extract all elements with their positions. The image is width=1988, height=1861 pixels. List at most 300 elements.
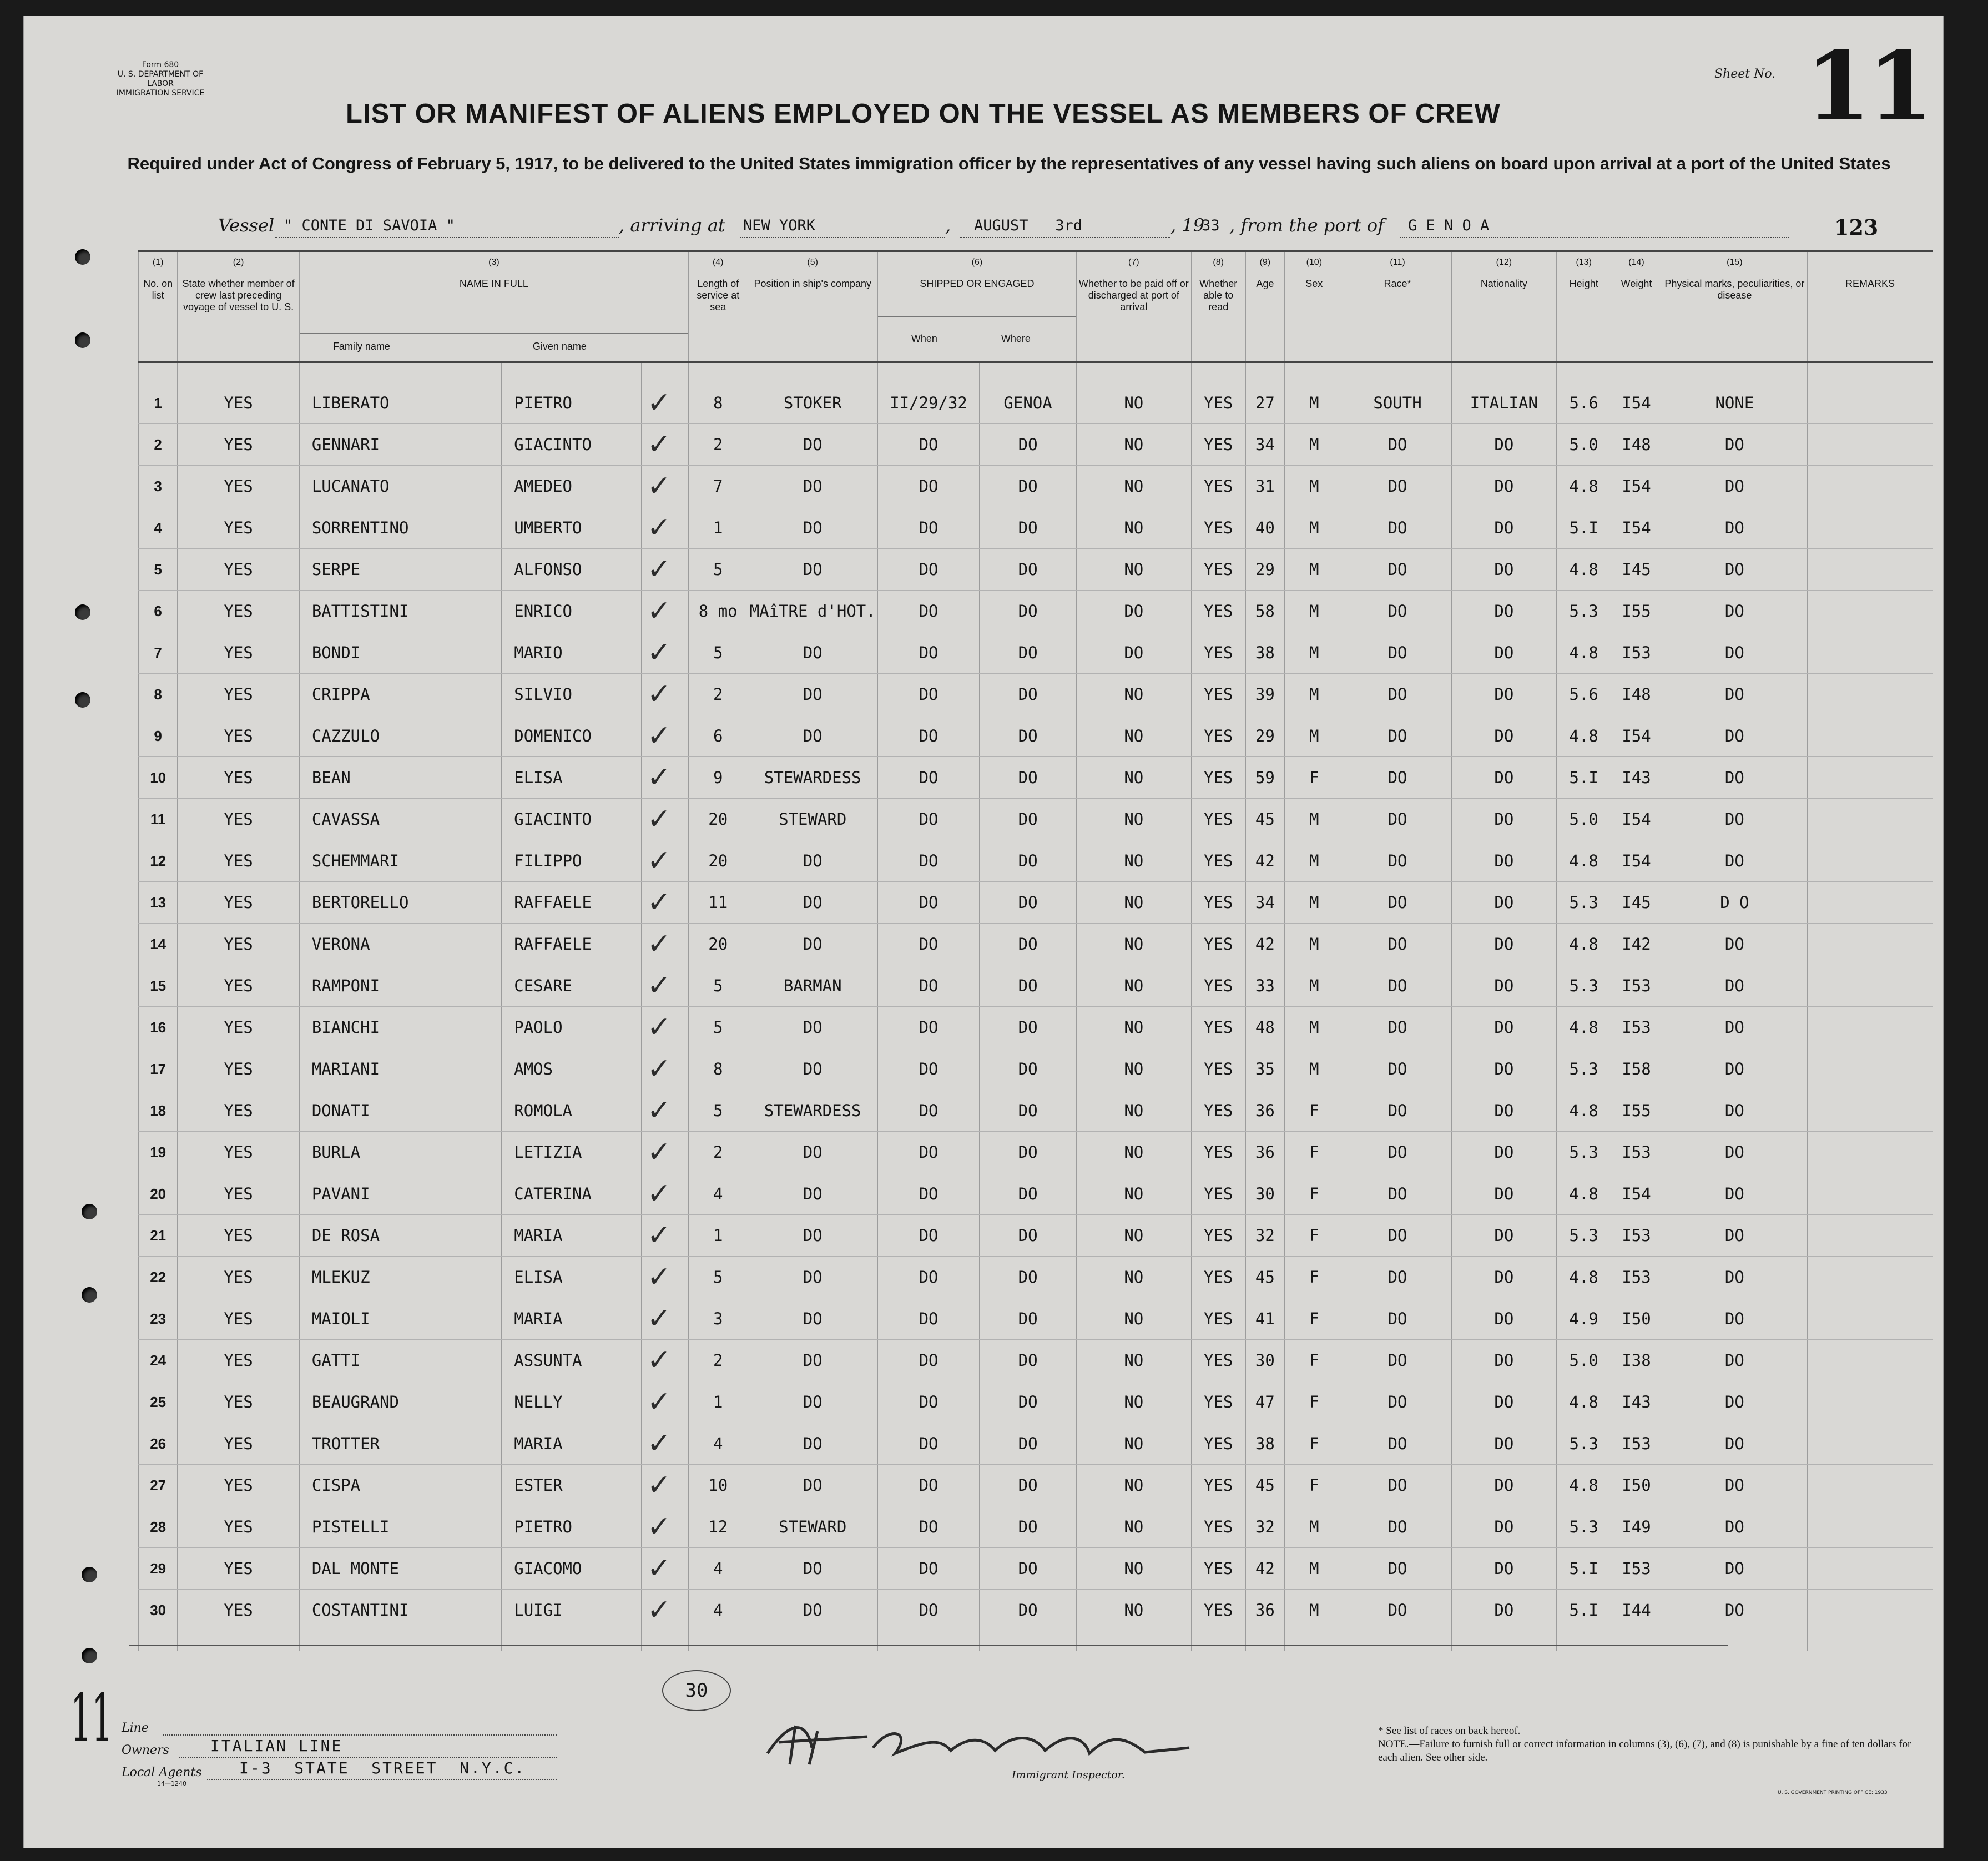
service-length: 8 [688,382,748,424]
row-number: 20 [139,1173,178,1215]
physical-marks: DO [1662,591,1807,632]
shipped-where: DO [980,424,1077,466]
table-row [139,1506,1933,1548]
family-name: BIANCHI [299,1007,501,1048]
sex: F [1285,1090,1344,1132]
table-row [139,1298,1933,1340]
check-mark: ✓ [641,715,688,757]
age: 31 [1245,466,1284,507]
physical-marks: DO [1662,1132,1807,1173]
paid-off: NO [1076,507,1191,549]
physical-marks: DO [1662,1465,1807,1506]
sex: F [1285,1381,1344,1423]
family-name: SERPE [299,549,501,591]
race: DO [1344,1465,1451,1506]
sex: F [1285,1465,1344,1506]
height: 4.8 [1557,549,1611,591]
able-to-read: YES [1191,1132,1245,1173]
arrival-port: NEW YORK [743,217,816,234]
family-name: COSTANTINI [299,1590,501,1631]
family-name: SCHEMMARI [299,840,501,882]
position: DO [748,1257,877,1298]
family-name: DAL MONTE [299,1548,501,1590]
col-header-weight: (14) Weight [1611,251,1662,362]
paid-off: NO [1076,924,1191,965]
able-to-read: YES [1191,1007,1245,1048]
height: 5.6 [1557,674,1611,715]
remarks [1807,757,1933,799]
shipped-when: DO [877,1007,979,1048]
service-length: 1 [688,507,748,549]
form-number [105,60,216,98]
shipped-where: DO [980,1090,1077,1132]
age: 30 [1245,1173,1284,1215]
binder-hole [75,604,90,620]
previous-voyage: YES [178,507,300,549]
remarks [1807,632,1933,674]
paid-off: NO [1076,424,1191,466]
check-mark: ✓ [641,1215,688,1257]
weight: I50 [1611,1465,1662,1506]
remarks [1807,1423,1933,1465]
shipped-when: DO [877,1298,979,1340]
weight: I54 [1611,507,1662,549]
check-mark: ✓ [641,549,688,591]
form-code: 14—1240 [157,1780,186,1787]
physical-marks: DO [1662,924,1807,965]
able-to-read: YES [1191,1506,1245,1548]
sex: F [1285,1257,1344,1298]
paid-off: NO [1076,1257,1191,1298]
check-mark: ✓ [641,632,688,674]
physical-marks: DO [1662,1215,1807,1257]
check-mark: ✓ [641,1257,688,1298]
check-mark: ✓ [641,1298,688,1340]
row-number: 15 [139,965,178,1007]
shipped-where: DO [980,1548,1077,1590]
position: STEWARDESS [748,1090,877,1132]
check-mark: ✓ [641,1173,688,1215]
previous-voyage: YES [178,674,300,715]
row-number: 22 [139,1257,178,1298]
service-length: 4 [688,1590,748,1631]
weight: I53 [1611,1548,1662,1590]
comma: , [945,215,951,236]
table-row [139,1423,1933,1465]
nationality: DO [1451,424,1557,466]
age: 38 [1245,1423,1284,1465]
paid-off: NO [1076,382,1191,424]
when-subheader: When [911,333,937,344]
age: 36 [1245,1090,1284,1132]
table-row [139,840,1933,882]
position: DO [748,674,877,715]
previous-voyage: YES [178,1173,300,1215]
table-row [139,799,1933,840]
family-name: PISTELLI [299,1506,501,1548]
paid-off: NO [1076,799,1191,840]
binder-hole [75,692,90,708]
weight: I54 [1611,382,1662,424]
row-number: 21 [139,1215,178,1257]
remarks [1807,382,1933,424]
position: STEWARD [748,799,877,840]
table-row [139,1090,1933,1132]
paid-off: NO [1076,840,1191,882]
given-name: UMBERTO [502,507,641,549]
age: 41 [1245,1298,1284,1340]
family-name: BURLA [299,1132,501,1173]
position: DO [748,1298,877,1340]
remarks [1807,1465,1933,1506]
physical-marks: DO [1662,1340,1807,1381]
sex: M [1285,799,1344,840]
given-name: RAFFAELE [502,882,641,924]
row-number: 26 [139,1423,178,1465]
check-mark: ✓ [641,1590,688,1631]
physical-marks: DO [1662,1423,1807,1465]
nationality: DO [1451,1007,1557,1048]
col-header-physical-marks: (15) Physical marks, peculiarities, or disease [1662,251,1807,362]
given-name: NELLY [502,1381,641,1423]
nationality: DO [1451,1590,1557,1631]
age: 36 [1245,1132,1284,1173]
previous-voyage: YES [178,1132,300,1173]
table-row [139,674,1933,715]
race: DO [1344,674,1451,715]
able-to-read: YES [1191,1465,1245,1506]
check-mark: ✓ [641,1132,688,1173]
family-name: DE ROSA [299,1215,501,1257]
paid-off: NO [1076,1465,1191,1506]
remarks [1807,1215,1933,1257]
previous-voyage: YES [178,1381,300,1423]
height: 4.8 [1557,1465,1611,1506]
physical-marks: DO [1662,1506,1807,1548]
weight: I54 [1611,840,1662,882]
paid-off: NO [1076,1090,1191,1132]
nationality: DO [1451,1340,1557,1381]
col-header-position: (5) Position in ship's company [748,251,877,362]
age: 32 [1245,1215,1284,1257]
age: 59 [1245,757,1284,799]
table-row [139,1173,1933,1215]
age: 45 [1245,1465,1284,1506]
sex: M [1285,591,1344,632]
paid-off: NO [1076,549,1191,591]
row-number: 7 [139,632,178,674]
remarks [1807,1048,1933,1090]
able-to-read: YES [1191,549,1245,591]
document-subtitle: Required under Act of Congress of February 5, 1917, to be delivered to the United States immigration officer by the representatives of any vessel having such aliens on board upon arrival at a port of the United States [127,154,1891,173]
weight: I55 [1611,591,1662,632]
position: MAîTRE d'HOT. [748,591,877,632]
family-name: LUCANATO [299,466,501,507]
given-name: AMOS [502,1048,641,1090]
shipped-when: DO [877,1465,979,1506]
able-to-read: YES [1191,965,1245,1007]
row-number: 2 [139,424,178,466]
table-row [139,1590,1933,1631]
remarks [1807,1590,1933,1631]
height: 5.0 [1557,424,1611,466]
table-row [139,924,1933,965]
check-mark: ✓ [641,1340,688,1381]
check-mark: ✓ [641,965,688,1007]
height: 5.0 [1557,799,1611,840]
remarks [1807,1007,1933,1048]
service-length: 20 [688,799,748,840]
previous-voyage: YES [178,1423,300,1465]
age: 32 [1245,1506,1284,1548]
paid-off: NO [1076,1381,1191,1423]
check-mark: ✓ [641,507,688,549]
age: 48 [1245,1007,1284,1048]
shipped-when: DO [877,507,979,549]
weight: I48 [1611,424,1662,466]
race: DO [1344,882,1451,924]
remarks [1807,882,1933,924]
row-number: 6 [139,591,178,632]
agents-label: Local Agents [122,1766,202,1779]
able-to-read: YES [1191,715,1245,757]
shipped-where: DO [980,840,1077,882]
shipped-where: DO [980,1048,1077,1090]
given-name: LETIZIA [502,1132,641,1173]
able-to-read: YES [1191,924,1245,965]
able-to-read: YES [1191,1340,1245,1381]
col-header-nationality: (12) Nationality [1451,251,1557,362]
previous-voyage: YES [178,965,300,1007]
service-length: 5 [688,632,748,674]
row-number: 11 [139,799,178,840]
able-to-read: YES [1191,1590,1245,1631]
department-line: U. S. DEPARTMENT OF LABOR [117,70,204,88]
weight: I43 [1611,1381,1662,1423]
position: DO [748,1173,877,1215]
row-number: 17 [139,1048,178,1090]
shipped-where: DO [980,466,1077,507]
position: DO [748,1590,877,1631]
position: DO [748,1381,877,1423]
nationality: DO [1451,1465,1557,1506]
table-row [139,382,1933,424]
vessel-name: " CONTE DI SAVOIA " [284,217,455,234]
year-prefix: , 19 [1170,215,1205,236]
physical-marks: DO [1662,715,1807,757]
nationality: DO [1451,799,1557,840]
position: DO [748,632,877,674]
col-header-name: (3) NAME IN FULL Family name Given name [299,251,688,362]
age: 42 [1245,1548,1284,1590]
family-name: PAVANI [299,1173,501,1215]
shipped-when: DO [877,1090,979,1132]
weight: I48 [1611,674,1662,715]
nationality: DO [1451,1257,1557,1298]
given-name: PIETRO [502,382,641,424]
sex: M [1285,882,1344,924]
position: DO [748,1423,877,1465]
age: 45 [1245,1257,1284,1298]
weight: I54 [1611,715,1662,757]
physical-marks: DO [1662,1381,1807,1423]
paid-off: NO [1076,1215,1191,1257]
race: DO [1344,1506,1451,1548]
row-number: 14 [139,924,178,965]
sex: F [1285,1215,1344,1257]
given-name: ROMOLA [502,1090,641,1132]
physical-marks: DO [1662,1548,1807,1590]
shipped-where: DO [980,1298,1077,1340]
paid-off: NO [1076,1298,1191,1340]
position: DO [748,507,877,549]
sex: M [1285,1048,1344,1090]
position: STEWARD [748,1506,877,1548]
sex: M [1285,632,1344,674]
family-name: GENNARI [299,424,501,466]
service-length: 5 [688,1090,748,1132]
position: DO [748,466,877,507]
shipped-when: DO [877,466,979,507]
shipped-when: DO [877,591,979,632]
shipped-where: DO [980,507,1077,549]
position: DO [748,1340,877,1381]
service-length: 5 [688,965,748,1007]
nationality: DO [1451,1173,1557,1215]
crew-table [138,250,1933,1651]
check-mark: ✓ [641,1423,688,1465]
able-to-read: YES [1191,632,1245,674]
service-length: 2 [688,1340,748,1381]
family-name: CISPA [299,1465,501,1506]
position: DO [748,1465,877,1506]
row-number: 13 [139,882,178,924]
row-number: 23 [139,1298,178,1340]
nationality: DO [1451,1506,1557,1548]
shipped-where: DO [980,1590,1077,1631]
height: 4.8 [1557,715,1611,757]
shipped-when: DO [877,1173,979,1215]
col-header-service-length: (4) Length of service at sea [688,251,748,362]
shipped-when: DO [877,715,979,757]
shipped-when: II/29/32 [877,382,979,424]
table-row [139,715,1933,757]
column-header-row [139,251,1933,362]
family-name: TROTTER [299,1423,501,1465]
previous-voyage: YES [178,1257,300,1298]
remarks [1807,507,1933,549]
previous-voyage: YES [178,1548,300,1590]
col-header-race: (11) Race* [1344,251,1451,362]
row-number: 12 [139,840,178,882]
arrival-date: AUGUST 3rd [974,217,1083,234]
sex: M [1285,924,1344,965]
service-length: 6 [688,715,748,757]
position: DO [748,1007,877,1048]
weight: I53 [1611,965,1662,1007]
height: 5.I [1557,507,1611,549]
service-length: 11 [688,882,748,924]
race: DO [1344,507,1451,549]
table-row [139,1340,1933,1381]
arrival-year: 33 [1202,217,1220,234]
race: DO [1344,799,1451,840]
age: 30 [1245,1340,1284,1381]
race: DO [1344,1215,1451,1257]
check-mark: ✓ [641,1381,688,1423]
previous-voyage: YES [178,549,300,591]
previous-voyage: YES [178,757,300,799]
physical-marks: DO [1662,1048,1807,1090]
physical-marks: DO [1662,840,1807,882]
given-name: ASSUNTA [502,1340,641,1381]
given-name: AMEDEO [502,466,641,507]
previous-voyage: YES [178,424,300,466]
family-name: RAMPONI [299,965,501,1007]
shipped-where: GENOA [980,382,1077,424]
physical-marks: DO [1662,507,1807,549]
physical-marks: DO [1662,1090,1807,1132]
nationality: DO [1451,1423,1557,1465]
row-number: 18 [139,1090,178,1132]
paid-off: NO [1076,674,1191,715]
races-note: * See list of races on back hereof. [1378,1725,1521,1737]
weight: I49 [1611,1506,1662,1548]
sex: M [1285,466,1344,507]
nationality: DO [1451,507,1557,549]
shipped-when: DO [877,1590,979,1631]
paid-off: NO [1076,1132,1191,1173]
service-length: 7 [688,466,748,507]
able-to-read: YES [1191,840,1245,882]
able-to-read: YES [1191,1423,1245,1465]
nationality: DO [1451,466,1557,507]
shipped-when: DO [877,1381,979,1423]
service-length: 3 [688,1298,748,1340]
margin-mark: 11 [70,1680,113,1757]
position: DO [748,1548,877,1590]
age: 39 [1245,674,1284,715]
departure-port: G E N O A [1408,217,1490,234]
physical-marks: DO [1662,1298,1807,1340]
height: 5.I [1557,757,1611,799]
previous-voyage: YES [178,715,300,757]
service-line: IMMIGRATION SERVICE [116,89,205,98]
able-to-read: YES [1191,507,1245,549]
inspector-signature [756,1709,1200,1770]
table-row [139,632,1933,674]
age: 27 [1245,382,1284,424]
port-label: , from the port of [1229,215,1385,236]
table-row [139,965,1933,1007]
previous-voyage: YES [178,882,300,924]
age: 33 [1245,965,1284,1007]
paid-off: NO [1076,1173,1191,1215]
shipped-when: DO [877,924,979,965]
row-number: 28 [139,1506,178,1548]
shipped-where: DO [980,1257,1077,1298]
col-header-sex: (10) Sex [1285,251,1344,362]
table-row [139,1381,1933,1423]
weight: I54 [1611,466,1662,507]
height: 5.3 [1557,965,1611,1007]
table-row [139,1215,1933,1257]
shipped-where: DO [980,715,1077,757]
remarks [1807,1132,1933,1173]
sex: F [1285,1340,1344,1381]
agents-value: I-3 STATE STREET N.Y.C. [239,1759,526,1777]
given-name: ESTER [502,1465,641,1506]
